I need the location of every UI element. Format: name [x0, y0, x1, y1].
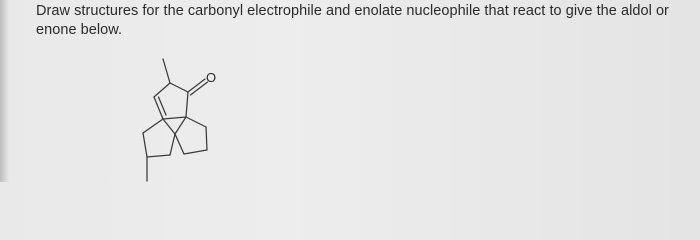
ring-bond	[175, 117, 186, 134]
ring-bond	[206, 127, 207, 150]
ring-bond	[163, 119, 175, 134]
carbonyl-oxygen-label: O	[206, 70, 217, 85]
ring-bond	[170, 134, 175, 155]
structure-bonds	[143, 59, 208, 181]
ring-bond	[186, 92, 188, 117]
methyl-bond	[163, 59, 170, 83]
ring-bond	[170, 83, 188, 92]
ring-bond	[147, 155, 170, 157]
ring-bond	[143, 119, 163, 133]
ring-bond	[163, 117, 186, 119]
ring-bond	[175, 134, 184, 154]
ring-bond	[154, 83, 170, 97]
ring-bond	[186, 117, 206, 127]
ring-bond	[154, 97, 163, 119]
ring-bond	[184, 150, 207, 154]
question-prompt: Draw structures for the carbonyl electrophile and enolate nucleophile that react to give the aldol or enone below.	[36, 3, 669, 38]
ring-bond	[143, 133, 147, 157]
